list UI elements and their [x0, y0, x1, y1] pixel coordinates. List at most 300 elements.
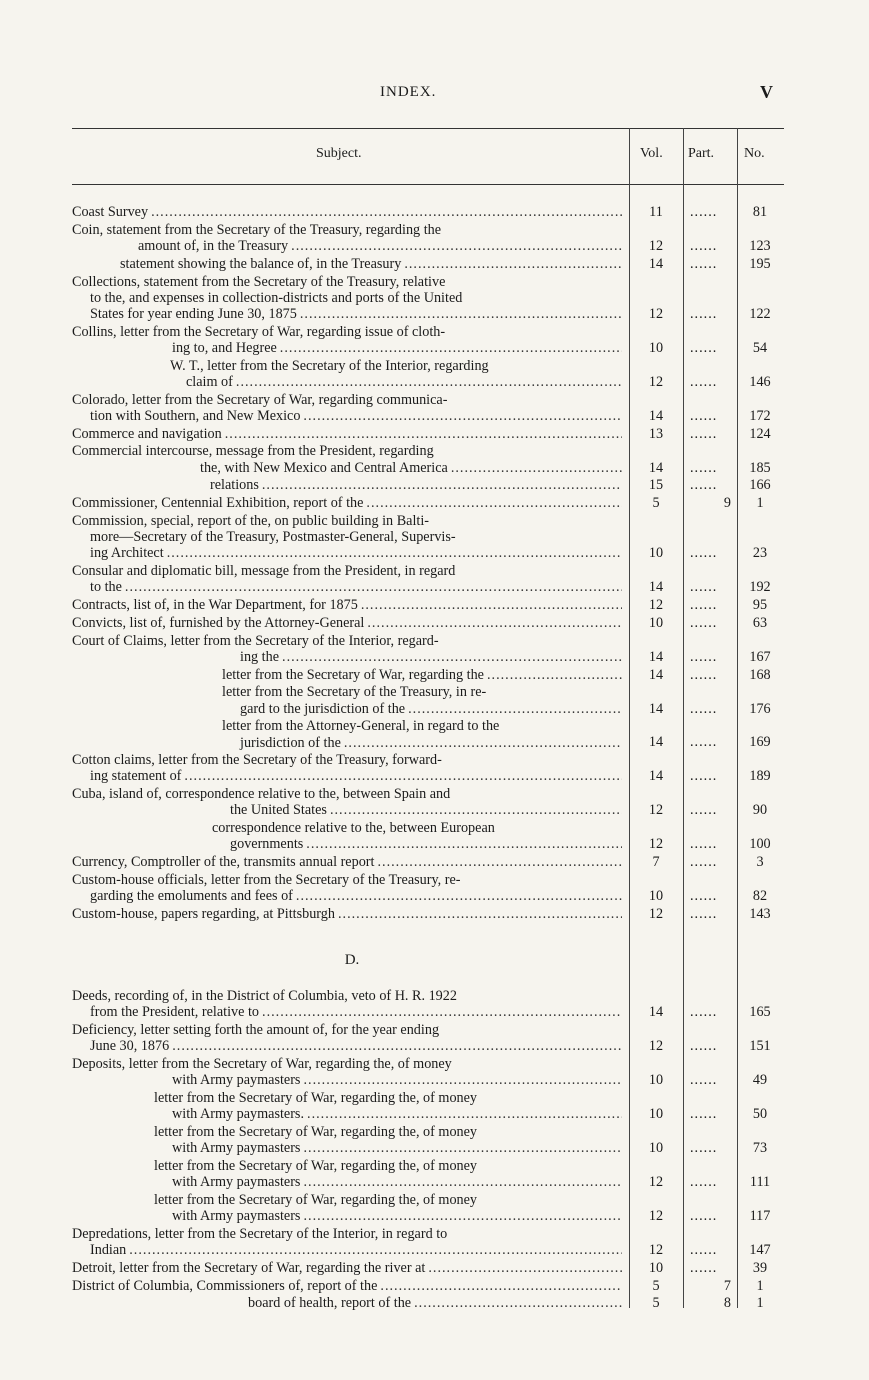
subject-line: [72, 274, 624, 290]
entry-no: 1: [756, 1277, 764, 1294]
subject-line: [72, 1242, 624, 1258]
subject-text: Commercial intercourse, message from the President, regarding: [72, 443, 434, 460]
subject-line: [72, 1038, 624, 1054]
index-entry: [72, 513, 784, 562]
subject-text: ing to, and Hegree: [172, 339, 277, 356]
entry-part-empty: ......: [690, 648, 718, 665]
subject-line: [72, 324, 624, 340]
page-header: [0, 82, 869, 108]
leader-dots: [487, 667, 622, 683]
index-entry: [72, 597, 784, 613]
entry-subject: [72, 988, 624, 1020]
subject-text: Consular and diplomatic bill, message from the President, in regard: [72, 563, 456, 580]
page-number: V: [760, 82, 773, 102]
subject-line: [72, 1124, 624, 1140]
subject-line: [72, 1158, 624, 1174]
entry-vol: 12: [648, 905, 664, 922]
entry-vol: 10: [648, 545, 664, 562]
entry-part-empty: ......: [690, 700, 718, 717]
subject-text: Cotton claims, letter from the Secretary of the Treasury, forward-: [72, 752, 442, 769]
subject-line: [72, 426, 624, 442]
leader-dots: [377, 854, 622, 870]
index-entry: [72, 633, 784, 665]
subject-text: letter from the Secretary of the Treasury, in re-: [222, 684, 487, 701]
subject-text: W. T., letter from the Secretary of the Interior, regarding: [170, 357, 489, 374]
entry-vol: 12: [648, 836, 664, 853]
entry-part: 8: [723, 1295, 731, 1312]
index-table: [72, 128, 784, 1312]
entry-vol: 14: [648, 579, 664, 596]
subject-text: with Army paymasters: [172, 1174, 301, 1191]
subject-text: with Army paymasters: [172, 1140, 301, 1157]
entry-no: 176: [749, 700, 771, 717]
subject-text: jurisdiction of the: [240, 734, 341, 751]
entry-part-empty: ......: [690, 802, 718, 819]
entry-part-empty: ......: [690, 1140, 718, 1157]
index-entry: [72, 1056, 784, 1088]
leader-dots: [338, 906, 622, 922]
entry-no: 117: [749, 1208, 771, 1225]
entry-part-empty: ......: [690, 1038, 718, 1055]
entry-vol: 14: [648, 407, 664, 424]
entry-vol: 12: [648, 1174, 664, 1191]
index-entry: [72, 1226, 784, 1258]
entry-subject: [72, 597, 624, 613]
entry-part-empty: ......: [690, 614, 718, 631]
index-entry: [72, 1158, 784, 1190]
subject-text: ing Architect: [90, 545, 164, 562]
subject-line: [72, 649, 624, 665]
subject-line: [72, 563, 624, 579]
leader-dots: [451, 460, 622, 476]
entry-subject: [72, 1056, 624, 1088]
entry-vol: 13: [648, 425, 664, 442]
subject-line: [72, 701, 624, 717]
subject-line: [72, 460, 624, 476]
leader-dots: [367, 615, 622, 631]
index-entry: [72, 752, 784, 784]
subject-text: Collections, statement from the Secretary of the Treasury, relative: [72, 273, 446, 290]
entry-vol: 14: [648, 1004, 664, 1021]
entry-part-empty: ......: [690, 459, 718, 476]
subject-line: [72, 204, 624, 220]
entry-part-empty: ......: [690, 854, 718, 871]
entry-vol: 12: [648, 1038, 664, 1055]
leader-dots: [225, 426, 622, 442]
index-entry: [72, 256, 784, 272]
leader-dots: [291, 238, 622, 254]
subject-text: the United States: [230, 802, 327, 819]
entry-vol: 12: [648, 373, 664, 390]
entry-no: 185: [749, 459, 771, 476]
entry-no: 82: [752, 888, 768, 905]
entry-no: 54: [752, 339, 768, 356]
entry-part-empty: ......: [690, 425, 718, 442]
subject-line: [72, 684, 624, 700]
subject-text: tion with Southern, and New Mexico: [90, 407, 301, 424]
index-entry: [72, 1260, 784, 1276]
subject-text: Colorado, letter from the Secretary of War, regarding communica-: [72, 391, 448, 408]
entry-part-empty: ......: [690, 305, 718, 322]
entry-no: 166: [749, 477, 771, 494]
entry-vol: 14: [648, 459, 664, 476]
entry-vol: 10: [648, 1072, 664, 1089]
subject-line: [72, 786, 624, 802]
entry-no: 49: [752, 1072, 768, 1089]
index-entry: [72, 563, 784, 595]
index-entry: [72, 820, 784, 852]
no-column-header: No.: [744, 146, 765, 161]
entry-part-empty: ......: [690, 1259, 718, 1276]
entry-subject: [72, 1124, 624, 1156]
leader-dots: [428, 1260, 622, 1276]
leader-dots: [262, 1004, 622, 1020]
subject-text: amount of, in the Treasury: [138, 237, 289, 254]
subject-text: letter from the Secretary of War, regarding the, of money: [154, 1124, 478, 1140]
entry-subject: [72, 274, 624, 323]
entry-part-empty: ......: [690, 768, 718, 785]
subject-line: [72, 545, 624, 561]
entry-subject: [72, 633, 624, 665]
subject-text: Contracts, list of, in the War Department, for 1875: [72, 597, 358, 614]
leader-dots: [151, 204, 622, 220]
leader-dots: [303, 408, 622, 424]
leader-dots: [280, 340, 622, 356]
leader-dots: [172, 1038, 622, 1054]
entry-subject: [72, 324, 624, 356]
subject-line: [72, 290, 624, 306]
leader-dots: [330, 802, 622, 818]
subject-line: [72, 597, 624, 613]
entry-vol: 14: [648, 700, 664, 717]
entry-no: 23: [752, 545, 768, 562]
entry-subject: [72, 786, 624, 818]
index-entry: [72, 615, 784, 631]
index-entry: [72, 358, 784, 390]
entry-part-empty: ......: [690, 237, 718, 254]
index-entry: [72, 684, 784, 716]
entry-vol: 12: [648, 1242, 664, 1259]
subject-text: Collins, letter from the Secretary of War, regarding issue of cloth-: [72, 323, 446, 340]
entry-no: 3: [756, 854, 764, 871]
index-entry: [72, 854, 784, 870]
entry-subject: [72, 718, 624, 750]
subject-text: Currency, Comptroller of the, transmits annual report: [72, 854, 375, 871]
subject-text: Commissioner, Centennial Exhibition, report of the: [72, 495, 364, 512]
entry-part-empty: ......: [690, 597, 718, 614]
entry-no: 81: [752, 203, 768, 220]
index-entry: [72, 718, 784, 750]
entry-vol: 14: [648, 734, 664, 751]
subject-text: Court of Claims, letter from the Secretary of the Interior, regard-: [72, 632, 439, 649]
subject-text: Deeds, recording of, in the District of Columbia, veto of H. R. 1922: [72, 988, 457, 1005]
entry-part-empty: ......: [690, 407, 718, 424]
subject-line: [72, 340, 624, 356]
leader-dots: [404, 256, 622, 272]
subject-text: letter from the Secretary of War, regarding the, of money: [154, 1191, 478, 1208]
subject-text: relations: [210, 477, 259, 494]
index-entry: [72, 1192, 784, 1224]
entry-part-empty: ......: [690, 666, 718, 683]
entry-part: 7: [723, 1277, 731, 1294]
entry-vol: 7: [652, 854, 660, 871]
leader-dots: [344, 735, 622, 751]
subject-line: [72, 529, 624, 545]
entry-no: 50: [752, 1106, 768, 1123]
index-entry: [72, 667, 784, 683]
subject-line: [72, 802, 624, 818]
leader-dots: [125, 579, 622, 595]
subject-line: [72, 477, 624, 493]
entry-vol: 12: [648, 802, 664, 819]
entry-no: 1: [756, 495, 764, 512]
leader-dots: [414, 1295, 622, 1311]
entry-subject: [72, 495, 624, 511]
subject-text: with Army paymasters: [172, 1208, 301, 1225]
entry-subject: [72, 1090, 624, 1122]
entry-no: 151: [749, 1038, 771, 1055]
subject-text: letter from the Secretary of War, regarding the, of money: [154, 1090, 478, 1107]
subject-text: Custom-house, papers regarding, at Pittsburgh: [72, 905, 335, 922]
subject-line: [72, 495, 624, 511]
entry-no: 192: [749, 579, 771, 596]
leader-dots: [129, 1242, 622, 1258]
entry-subject: [72, 513, 624, 562]
entry-part-empty: ......: [690, 734, 718, 751]
subject-line: [72, 735, 624, 751]
subject-line: [72, 768, 624, 784]
subject-line: [72, 513, 624, 529]
subject-text: Depredations, letter from the Secretary of the Interior, in regard to: [72, 1225, 448, 1242]
entry-vol: 12: [648, 597, 664, 614]
leader-dots: [296, 888, 622, 904]
entry-subject: [72, 1226, 624, 1258]
entry-vol: 14: [648, 255, 664, 272]
entry-no: 90: [752, 802, 768, 819]
index-entry: [72, 443, 784, 475]
entry-part-empty: ......: [690, 1106, 718, 1123]
entry-vol: 12: [648, 1208, 664, 1225]
entry-subject: [72, 358, 624, 390]
subject-text: gard to the jurisdiction of the: [240, 700, 406, 717]
entry-subject: [72, 477, 624, 493]
leader-dots: [282, 649, 622, 665]
entry-subject: [72, 684, 624, 716]
subject-text: June 30, 1876: [90, 1038, 170, 1055]
entry-no: 122: [749, 305, 771, 322]
entry-no: 189: [749, 768, 771, 785]
entry-subject: [72, 426, 624, 442]
entry-vol: 10: [648, 339, 664, 356]
entry-subject: [72, 1158, 624, 1190]
entry-vol: 14: [648, 666, 664, 683]
subject-line: [72, 256, 624, 272]
index-entry: [72, 392, 784, 424]
index-entry: [72, 426, 784, 442]
entry-vol: 10: [648, 888, 664, 905]
subject-text: board of health, report of the: [248, 1295, 412, 1312]
entry-no: 146: [749, 373, 771, 390]
entry-subject: [72, 820, 624, 852]
subject-text: States for year ending June 30, 1875: [90, 305, 297, 322]
leader-dots: [366, 495, 622, 511]
subject-text: Deficiency, letter setting forth the amount of, for the year ending: [72, 1022, 440, 1039]
index-entry: [72, 1295, 784, 1311]
subject-line: [72, 836, 624, 852]
subject-line: [72, 872, 624, 888]
subject-line: [72, 633, 624, 649]
entry-part-empty: ......: [690, 373, 718, 390]
subject-line: [72, 358, 624, 374]
subject-line: [72, 1140, 624, 1156]
subject-text: Commission, special, report of the, on public building in Balti-: [72, 512, 430, 529]
subject-text: Coin, statement from the Secretary of the Treasury, regarding the: [72, 221, 442, 238]
entry-subject: [72, 1295, 624, 1311]
entry-vol: 14: [648, 768, 664, 785]
entry-vol: 10: [648, 1140, 664, 1157]
index-entry: [72, 477, 784, 493]
entry-vol: 12: [648, 237, 664, 254]
subject-line: [72, 306, 624, 322]
subject-text: with Army paymasters: [172, 1072, 301, 1089]
subject-line: [72, 374, 624, 390]
entry-part-empty: ......: [690, 1208, 718, 1225]
index-entry: [72, 1278, 784, 1294]
subject-column-header: Subject.: [316, 146, 362, 161]
entry-subject: [72, 872, 624, 904]
header-bottom-rule: [72, 184, 784, 185]
entry-part-empty: ......: [690, 1242, 718, 1259]
leader-dots: [307, 1106, 622, 1122]
subject-text: Cuba, island of, correspondence relative to the, between Spain and: [72, 786, 451, 803]
entry-subject: [72, 615, 624, 631]
subject-line: [72, 1090, 624, 1106]
subject-line: [72, 1278, 624, 1294]
entry-no: 143: [749, 905, 771, 922]
entry-subject: [72, 204, 624, 220]
subject-text: statement showing the balance of, in the Treasury: [120, 255, 402, 272]
subject-text: letter from the Attorney-General, in regard to the: [222, 718, 500, 735]
page-title: INDEX.: [380, 84, 437, 100]
entry-no: 63: [752, 614, 768, 631]
entry-subject: [72, 1260, 624, 1276]
entry-part-empty: ......: [690, 1174, 718, 1191]
entry-no: 100: [749, 836, 771, 853]
entry-no: 39: [752, 1259, 768, 1276]
subject-text: the, with New Mexico and Central America: [200, 459, 448, 476]
entry-part-empty: ......: [690, 579, 718, 596]
entry-no: 95: [752, 597, 768, 614]
index-entry: [72, 906, 784, 922]
subject-text: Indian: [90, 1242, 127, 1259]
leader-dots: [167, 545, 622, 561]
subject-text: Convicts, list of, furnished by the Attorney-General: [72, 614, 365, 631]
leader-dots: [408, 701, 622, 717]
subject-text: ing statement of: [90, 768, 182, 785]
entry-vol: 5: [652, 495, 660, 512]
index-entry: [72, 988, 784, 1020]
leader-dots: [306, 836, 622, 852]
entry-no: 195: [749, 255, 771, 272]
entry-part-empty: ......: [690, 888, 718, 905]
index-entry: [72, 324, 784, 356]
entry-vol: 11: [649, 203, 663, 220]
subject-text: with Army paymasters.: [172, 1106, 305, 1123]
index-entry: [72, 786, 784, 818]
subject-text: Commerce and navigation: [72, 425, 222, 442]
subject-line: [72, 392, 624, 408]
entry-part-empty: ......: [690, 905, 718, 922]
entry-vol: 12: [648, 305, 664, 322]
subject-line: [72, 579, 624, 595]
entry-subject: [72, 1192, 624, 1224]
entry-subject: [72, 667, 624, 683]
subject-line: [72, 820, 624, 836]
entry-vol: 15: [648, 477, 664, 494]
vol-column-header: Vol.: [640, 146, 663, 161]
subject-line: [72, 408, 624, 424]
leader-dots: [303, 1140, 622, 1156]
subject-line: [72, 1208, 624, 1224]
entry-part-empty: ......: [690, 1072, 718, 1089]
subject-text: to the, and expenses in collection-districts and ports of the United: [90, 289, 463, 306]
entry-no: 165: [749, 1004, 771, 1021]
subject-text: garding the emoluments and fees of: [90, 888, 293, 905]
subject-text: Detroit, letter from the Secretary of War, regarding the river at: [72, 1259, 426, 1276]
entry-vol: 10: [648, 1106, 664, 1123]
entry-vol: 14: [648, 648, 664, 665]
subject-text: Deposits, letter from the Secretary of War, regarding the, of money: [72, 1056, 452, 1073]
entry-vol: 5: [652, 1295, 660, 1312]
index-entry: [72, 1124, 784, 1156]
entry-no: 147: [749, 1242, 771, 1259]
leader-dots: [262, 477, 622, 493]
subject-line: [72, 1192, 624, 1208]
entry-no: 111: [749, 1174, 771, 1191]
entry-no: 168: [749, 666, 771, 683]
index-entries: [72, 204, 784, 1313]
index-entry: [72, 222, 784, 254]
leader-dots: [236, 374, 622, 390]
subject-text: letter from the Secretary of War, regarding the: [222, 666, 484, 683]
subject-line: [72, 1022, 624, 1038]
subject-line: [72, 222, 624, 238]
index-entry: [72, 274, 784, 323]
table-top-rule: [72, 128, 784, 129]
entry-part-empty: ......: [690, 203, 718, 220]
leader-dots: [303, 1208, 622, 1224]
entry-vol: 5: [652, 1277, 660, 1294]
subject-text: Coast Survey: [72, 204, 149, 220]
entry-no: 167: [749, 648, 771, 665]
index-entry: [72, 1022, 784, 1054]
subject-text: to the: [90, 579, 122, 596]
subject-line: [72, 854, 624, 870]
entry-subject: [72, 1022, 624, 1054]
entry-part-empty: ......: [690, 545, 718, 562]
subject-text: District of Columbia, Commissioners of, report of the: [72, 1277, 378, 1294]
index-entry: [72, 1090, 784, 1122]
entry-subject: [72, 392, 624, 424]
subject-line: [72, 667, 624, 683]
entry-no: 169: [749, 734, 771, 751]
entry-no: 124: [749, 425, 771, 442]
subject-line: [72, 1106, 624, 1122]
subject-line: [72, 443, 624, 459]
subject-line: [72, 1072, 624, 1088]
entry-subject: [72, 1278, 624, 1294]
index-entry: [72, 495, 784, 511]
